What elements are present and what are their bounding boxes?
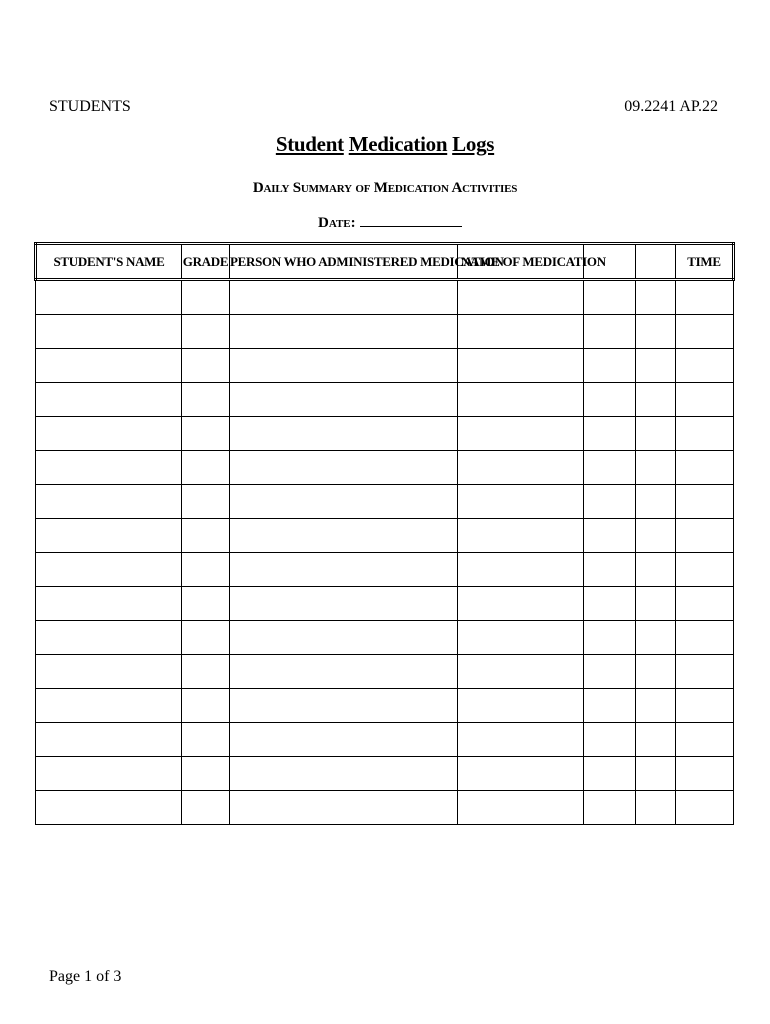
extra-cell-2[interactable]: [636, 519, 676, 553]
title-word-medication: Medication: [348, 132, 448, 156]
extra-cell-2[interactable]: [636, 451, 676, 485]
medication-name-cell[interactable]: [458, 349, 584, 383]
extra-cell-1[interactable]: [584, 315, 636, 349]
medication-name-cell[interactable]: [458, 417, 584, 451]
student-name-cell[interactable]: [36, 349, 182, 383]
person-administered-cell[interactable]: [230, 280, 458, 315]
title-word-logs: Logs: [452, 132, 495, 156]
person-administered-cell[interactable]: [230, 655, 458, 689]
table-row: [36, 723, 734, 757]
medication-name-cell[interactable]: [458, 689, 584, 723]
table-row: [36, 757, 734, 791]
extra-cell-1[interactable]: [584, 689, 636, 723]
extra-cell-2[interactable]: [636, 621, 676, 655]
extra-cell-2[interactable]: [636, 723, 676, 757]
col-header-time: TIME: [676, 244, 734, 280]
extra-cell-1[interactable]: [584, 383, 636, 417]
medication-name-cell[interactable]: [458, 791, 584, 825]
extra-cell-1[interactable]: [584, 553, 636, 587]
table-row: [36, 383, 734, 417]
grade-cell[interactable]: [182, 587, 230, 621]
time-cell[interactable]: [676, 451, 734, 485]
time-cell[interactable]: [676, 587, 734, 621]
table-row: [36, 621, 734, 655]
time-cell[interactable]: [676, 315, 734, 349]
grade-cell[interactable]: [182, 519, 230, 553]
date-blank[interactable]: [360, 213, 462, 227]
student-name-cell[interactable]: [36, 383, 182, 417]
student-name-cell[interactable]: [36, 723, 182, 757]
person-administered-cell[interactable]: [230, 349, 458, 383]
student-name-cell[interactable]: [36, 689, 182, 723]
extra-cell-2[interactable]: [636, 383, 676, 417]
table-row: [36, 485, 734, 519]
title-word-student: Student: [275, 132, 344, 156]
extra-cell-2[interactable]: [636, 757, 676, 791]
medication-log-table: [34, 242, 735, 825]
person-administered-cell[interactable]: [230, 757, 458, 791]
person-administered-cell[interactable]: [230, 451, 458, 485]
student-name-cell[interactable]: [36, 485, 182, 519]
medication-name-cell[interactable]: [458, 451, 584, 485]
table-row: [36, 587, 734, 621]
extra-cell-2[interactable]: [636, 655, 676, 689]
extra-cell-2[interactable]: [636, 417, 676, 451]
medication-name-cell[interactable]: [458, 485, 584, 519]
grade-cell[interactable]: [182, 280, 230, 315]
time-cell[interactable]: [676, 519, 734, 553]
medication-name-cell[interactable]: [458, 621, 584, 655]
time-cell[interactable]: [676, 723, 734, 757]
student-name-cell[interactable]: [36, 519, 182, 553]
extra-cell-1[interactable]: [584, 621, 636, 655]
student-name-cell[interactable]: [36, 621, 182, 655]
person-administered-cell[interactable]: [230, 383, 458, 417]
table-row: [36, 689, 734, 723]
table-row: [36, 519, 734, 553]
table-row: [36, 417, 734, 451]
time-cell[interactable]: [676, 791, 734, 825]
grade-cell[interactable]: [182, 485, 230, 519]
extra-cell-1[interactable]: [584, 349, 636, 383]
medication-name-cell[interactable]: [458, 655, 584, 689]
person-administered-cell[interactable]: [230, 723, 458, 757]
person-administered-cell[interactable]: [230, 485, 458, 519]
extra-cell-1[interactable]: [584, 791, 636, 825]
extra-cell-2[interactable]: [636, 587, 676, 621]
person-administered-cell[interactable]: [230, 519, 458, 553]
table-row: [36, 349, 734, 383]
extra-cell-1[interactable]: [584, 655, 636, 689]
student-name-cell[interactable]: [36, 280, 182, 315]
time-cell[interactable]: [676, 383, 734, 417]
extra-cell-2[interactable]: [636, 485, 676, 519]
grade-cell[interactable]: [182, 383, 230, 417]
extra-cell-2[interactable]: [636, 349, 676, 383]
time-cell[interactable]: [676, 553, 734, 587]
table-row: [36, 791, 734, 825]
extra-cell-1[interactable]: [584, 587, 636, 621]
section-label: STUDENTS: [49, 98, 131, 115]
grade-cell[interactable]: [182, 689, 230, 723]
medication-name-cell[interactable]: [458, 757, 584, 791]
medication-name-cell[interactable]: [458, 587, 584, 621]
extra-cell-1[interactable]: [584, 280, 636, 315]
table-row: [36, 553, 734, 587]
time-cell[interactable]: [676, 417, 734, 451]
time-cell[interactable]: [676, 621, 734, 655]
student-name-cell[interactable]: [36, 417, 182, 451]
student-name-cell[interactable]: [36, 791, 182, 825]
person-administered-cell[interactable]: [230, 315, 458, 349]
page-number: Page 1 of 3: [49, 968, 122, 985]
student-name-cell[interactable]: [36, 451, 182, 485]
extra-cell-2[interactable]: [636, 791, 676, 825]
student-name-cell[interactable]: [36, 553, 182, 587]
subtitle: [0, 180, 770, 197]
student-name-cell[interactable]: [36, 315, 182, 349]
document-code: 09.2241 AP.22: [624, 98, 718, 115]
time-cell[interactable]: [676, 655, 734, 689]
extra-cell-2[interactable]: [636, 315, 676, 349]
col-header-grade: GRADE: [182, 244, 230, 280]
col-header-person-administered: PERSON WHO ADMINISTERED MEDICATION: [230, 244, 458, 280]
date-label: Date:: [318, 215, 356, 231]
extra-cell-1[interactable]: [584, 417, 636, 451]
grade-cell[interactable]: [182, 757, 230, 791]
extra-cell-1[interactable]: [584, 723, 636, 757]
grade-cell[interactable]: [182, 349, 230, 383]
person-administered-cell[interactable]: [230, 553, 458, 587]
person-administered-cell[interactable]: [230, 621, 458, 655]
grade-cell[interactable]: [182, 723, 230, 757]
time-cell[interactable]: [676, 280, 734, 315]
date-field: [318, 213, 462, 232]
extra-cell-2[interactable]: [636, 553, 676, 587]
time-cell[interactable]: [676, 689, 734, 723]
medication-name-cell[interactable]: [458, 723, 584, 757]
grade-cell[interactable]: [182, 791, 230, 825]
student-name-cell[interactable]: [36, 757, 182, 791]
extra-cell-1[interactable]: [584, 757, 636, 791]
grade-cell[interactable]: [182, 451, 230, 485]
page-title: [0, 132, 770, 157]
time-cell[interactable]: [676, 349, 734, 383]
medication-name-cell[interactable]: [458, 553, 584, 587]
extra-cell-1[interactable]: [584, 451, 636, 485]
table-row: [36, 655, 734, 689]
extra-cell-2[interactable]: [636, 689, 676, 723]
medication-name-cell[interactable]: [458, 280, 584, 315]
person-administered-cell[interactable]: [230, 587, 458, 621]
student-name-cell[interactable]: [36, 655, 182, 689]
grade-cell[interactable]: [182, 621, 230, 655]
table-row: [36, 451, 734, 485]
time-cell[interactable]: [676, 485, 734, 519]
extra-cell-1[interactable]: [584, 485, 636, 519]
student-name-cell[interactable]: [36, 587, 182, 621]
extra-cell-1[interactable]: [584, 519, 636, 553]
person-administered-cell[interactable]: [230, 689, 458, 723]
extra-cell-2[interactable]: [636, 280, 676, 315]
medication-name-cell[interactable]: [458, 315, 584, 349]
grade-cell[interactable]: [182, 655, 230, 689]
subtitle-text: Daily Summary of Medication Activities: [252, 180, 518, 196]
person-administered-cell[interactable]: [230, 791, 458, 825]
table-row: [36, 280, 734, 315]
table-row: [36, 315, 734, 349]
col-header-student-name: STUDENT'S NAME: [36, 244, 182, 280]
person-administered-cell[interactable]: [230, 417, 458, 451]
table-header-row: [36, 244, 734, 280]
time-cell[interactable]: [676, 757, 734, 791]
grade-cell[interactable]: [182, 315, 230, 349]
table-body: [36, 280, 734, 825]
medication-name-cell[interactable]: [458, 519, 584, 553]
medication-name-cell[interactable]: [458, 383, 584, 417]
col-header-blank-2: [636, 244, 676, 280]
grade-cell[interactable]: [182, 417, 230, 451]
col-header-medication-name: NAME OF MEDICATION: [458, 244, 584, 280]
grade-cell[interactable]: [182, 553, 230, 587]
